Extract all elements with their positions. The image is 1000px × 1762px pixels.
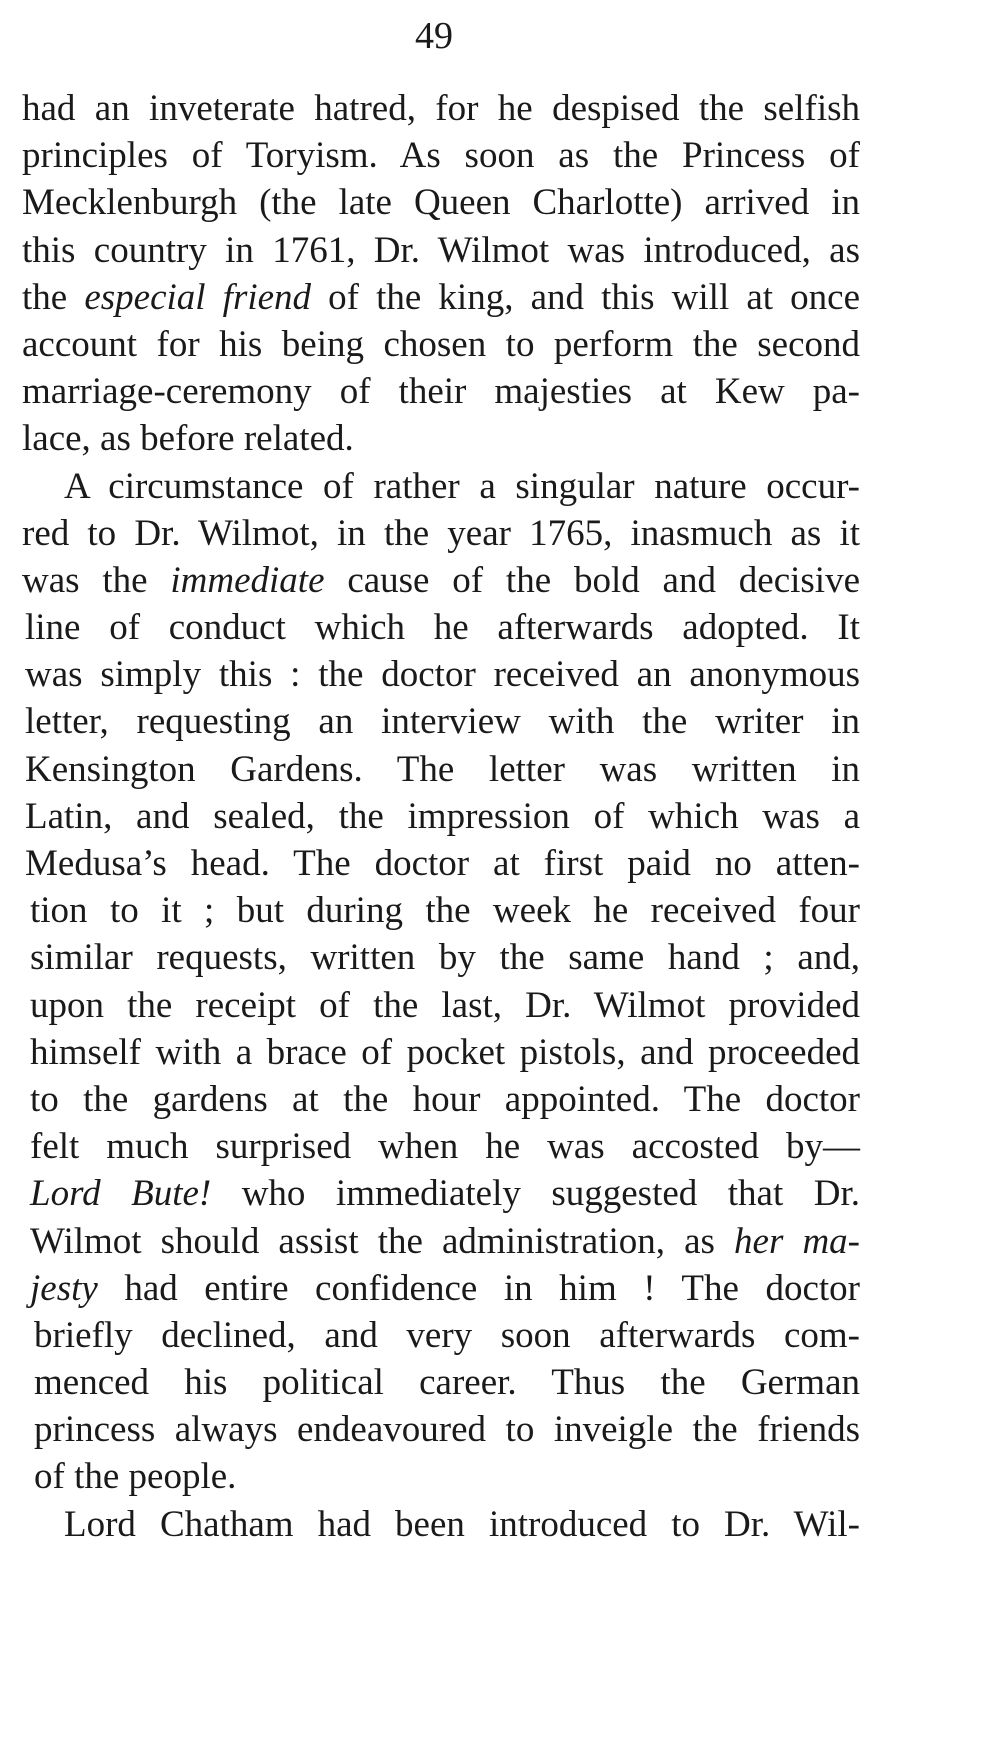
text-segment: Kensington Gardens. The letter was written in [25,748,860,790]
text-segment: felt much surprised when he was accosted by— [30,1126,860,1168]
text-line [22,179,860,226]
emphasis-text: immediate [170,559,325,601]
text-line [22,1170,860,1217]
text-line [22,85,860,132]
text-segment: princess always endeavoured to inveigle the friends [34,1409,860,1451]
text-line [22,1359,860,1406]
text-segment: principles of Toryism. As soon as the Princess of [22,135,860,177]
text-line [22,840,860,887]
emphasis-text: her ma- [734,1220,860,1262]
text-segment: Latin, and sealed, the impression of which was a [25,795,860,837]
text-segment: was simply this : the doctor received an anonymous [25,654,860,696]
emphasis-text: especial friend [84,276,312,318]
text-segment: Medusa’s head. The doctor at first paid no atten- [25,843,860,884]
paragraph-start-line [22,463,860,510]
text-segment: marriage-ceremony of their majesties at Kew pa- [22,371,860,413]
text-line [22,227,860,274]
text-segment: briefly declined, and very soon afterwards com- [34,1314,860,1356]
text-segment: was the [22,559,171,601]
text-line [22,887,860,934]
text-segment: red to Dr. Wilmot, in the year 1765, inasmuch as it [22,512,860,554]
text-segment: had an inveterate hatred, for he despised the selfish [22,88,860,129]
text-line [22,510,860,557]
text-line [22,321,860,368]
text-line [22,746,860,793]
text-segment: cause of the bold and decisive [324,559,860,601]
emphasis-text: jesty [30,1267,98,1309]
text-line [22,1265,860,1312]
text-segment: Wilmot should assist the administration, as [30,1220,735,1262]
text-segment: of the king, and this will at once [311,276,861,318]
text-line [22,1076,860,1123]
body-text [22,85,860,1548]
text-segment: similar requests, written by the same hand ; and, [30,937,860,979]
text-line [22,557,860,604]
text-segment: of the people. [34,1456,237,1498]
paragraph-start-line [22,1501,860,1548]
text-line [22,1312,860,1359]
text-line [22,698,860,745]
text-line [22,604,860,651]
text-segment: account for his being chosen to perform the second [22,323,860,365]
emphasis-text: Lord Bute! [30,1173,212,1215]
text-segment: upon the receipt of the last, Dr. Wilmot provided [30,984,860,1026]
text-line [22,415,860,462]
text-line [22,1123,860,1170]
text-segment: Mecklenburgh (the late Queen Charlotte) arrived in [22,182,860,224]
text-line [22,1453,860,1500]
text-segment: letter, requesting an interview with the writer in [25,701,860,743]
text-line [22,1029,860,1076]
text-line [22,368,860,415]
text-segment: to the gardens at the hour appointed. The doctor [30,1078,860,1120]
page-number: 49 [415,15,453,57]
text-line [22,132,860,179]
text-segment: had entire confidence in him ! The doctor [97,1267,860,1309]
text-line [22,274,860,321]
text-segment: A circumstance of rather a singular nature occur- [64,465,860,507]
text-line [22,651,860,698]
text-segment: Lord Chatham had been introduced to Dr. Wil- [64,1503,860,1545]
text-segment: who immediately suggested that Dr. [211,1173,860,1215]
text-segment: lace, as before related. [22,418,354,460]
text-line [22,934,860,981]
text-segment: himself with a brace of pocket pistols, and proceeded [30,1031,860,1073]
text-segment: line of conduct which he afterwards adopted. It [25,607,860,649]
text-line [22,1406,860,1453]
text-segment: this country in 1761, Dr. Wilmot was introduced, as [22,229,860,271]
text-line [22,982,860,1029]
text-segment: menced his political career. Thus the German [34,1362,860,1404]
text-line [22,793,860,840]
text-segment: the [22,276,85,318]
text-segment: tion to it ; but during the week he received four [30,890,860,932]
text-line [22,1218,860,1265]
